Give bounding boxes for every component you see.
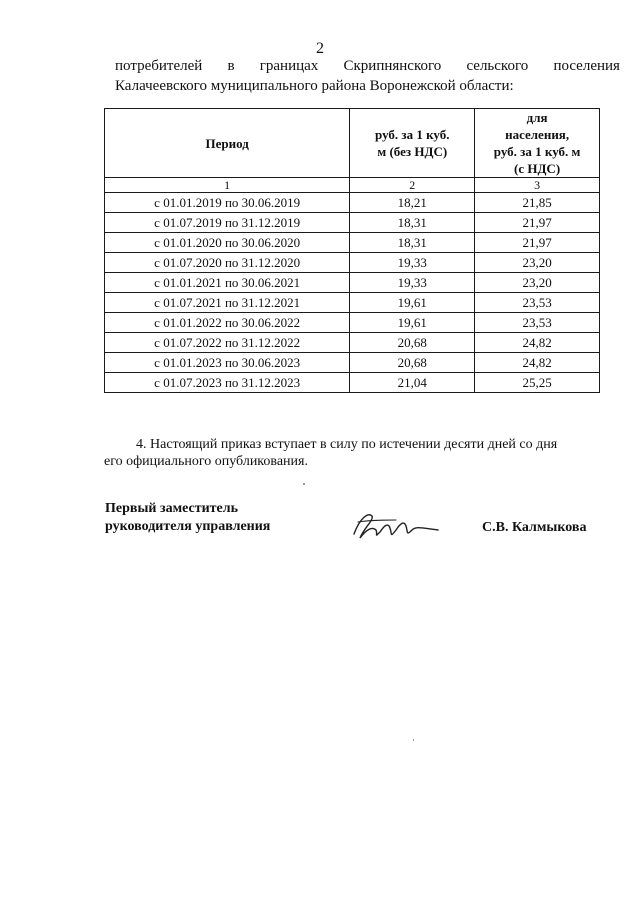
period-cell: с 01.07.2020 по 31.12.2020 <box>105 253 350 273</box>
table-row <box>105 353 600 373</box>
no-vat-cell: 19,61 <box>350 313 475 333</box>
table-row <box>105 213 600 233</box>
header-population <box>475 109 600 178</box>
no-vat-cell: 19,61 <box>350 293 475 313</box>
no-vat-cell: 19,33 <box>350 273 475 293</box>
intro-word: границах <box>259 58 319 74</box>
page-number: 2 <box>316 40 324 57</box>
intro-word: потребителей <box>115 58 203 74</box>
period-cell: с 01.01.2023 по 30.06.2023 <box>105 353 350 373</box>
signatory-title <box>105 500 270 536</box>
table-header-row <box>105 109 600 178</box>
no-vat-cell: 21,04 <box>350 373 475 393</box>
header-period: Период <box>105 109 350 178</box>
with-vat-cell: 23,20 <box>475 253 600 273</box>
table-row <box>105 253 600 273</box>
period-cell: с 01.01.2020 по 30.06.2020 <box>105 233 350 253</box>
with-vat-cell: 25,25 <box>475 373 600 393</box>
intro-word: Скрипнянского <box>343 58 442 74</box>
header-no-vat-text: руб. за 1 куб. м (без НДС) <box>375 127 450 159</box>
with-vat-cell: 21,97 <box>475 213 600 233</box>
period-cell: с 01.07.2021 по 31.12.2021 <box>105 293 350 313</box>
intro-word: в <box>227 58 235 74</box>
with-vat-cell: 21,97 <box>475 233 600 253</box>
intro-word: поселения <box>553 58 620 74</box>
header-no-vat <box>350 109 475 178</box>
header-population-line: руб. за 1 куб. м <box>493 144 581 159</box>
no-vat-cell: 18,31 <box>350 233 475 253</box>
with-vat-cell: 24,82 <box>475 333 600 353</box>
with-vat-cell: 23,53 <box>475 293 600 313</box>
header-population-line: (с НДС) <box>514 161 561 176</box>
with-vat-cell: 21,85 <box>475 193 600 213</box>
table-row <box>105 373 600 393</box>
column-number-row <box>105 178 600 193</box>
clause-4-line-2: его официального опубликования. <box>104 454 308 469</box>
period-cell: с 01.07.2023 по 31.12.2023 <box>105 373 350 393</box>
no-vat-cell: 18,31 <box>350 213 475 233</box>
column-number: 3 <box>475 178 600 193</box>
intro-line-2: Калачеевского муниципального района Воронежской области: <box>115 78 514 94</box>
with-vat-cell: 23,20 <box>475 273 600 293</box>
table-row <box>105 233 600 253</box>
period-cell: с 01.01.2022 по 30.06.2022 <box>105 313 350 333</box>
intro-paragraph <box>115 56 620 96</box>
clause-4 <box>104 436 594 470</box>
with-vat-cell: 24,82 <box>475 353 600 373</box>
intro-line-1 <box>115 56 620 76</box>
period-cell: с 01.07.2022 по 31.12.2022 <box>105 333 350 353</box>
scan-speck <box>413 739 414 741</box>
tariff-table <box>104 108 600 393</box>
no-vat-cell: 20,68 <box>350 353 475 373</box>
intro-word: сельского <box>466 58 529 74</box>
no-vat-cell: 18,21 <box>350 193 475 213</box>
scan-speck <box>303 483 305 485</box>
no-vat-cell: 20,68 <box>350 333 475 353</box>
column-number: 1 <box>105 178 350 193</box>
table-row <box>105 333 600 353</box>
period-cell: с 01.01.2021 по 30.06.2021 <box>105 273 350 293</box>
signatory-name: С.В. Калмыкова <box>482 520 587 535</box>
table-row <box>105 273 600 293</box>
signatory-title-line-1: Первый заместитель <box>105 501 238 516</box>
table-row <box>105 313 600 333</box>
clause-4-line-1: 4. Настоящий приказ вступает в силу по истечении десяти дней со дня <box>136 437 558 452</box>
header-population-line: для <box>526 110 548 125</box>
signatory-title-line-2: руководителя управления <box>105 519 271 534</box>
table-row <box>105 293 600 313</box>
handwritten-signature <box>350 508 440 544</box>
column-number: 2 <box>350 178 475 193</box>
period-cell: с 01.07.2019 по 31.12.2019 <box>105 213 350 233</box>
period-cell: с 01.01.2019 по 30.06.2019 <box>105 193 350 213</box>
header-population-line: населения, <box>505 127 570 142</box>
with-vat-cell: 23,53 <box>475 313 600 333</box>
table-row <box>105 193 600 213</box>
no-vat-cell: 19,33 <box>350 253 475 273</box>
